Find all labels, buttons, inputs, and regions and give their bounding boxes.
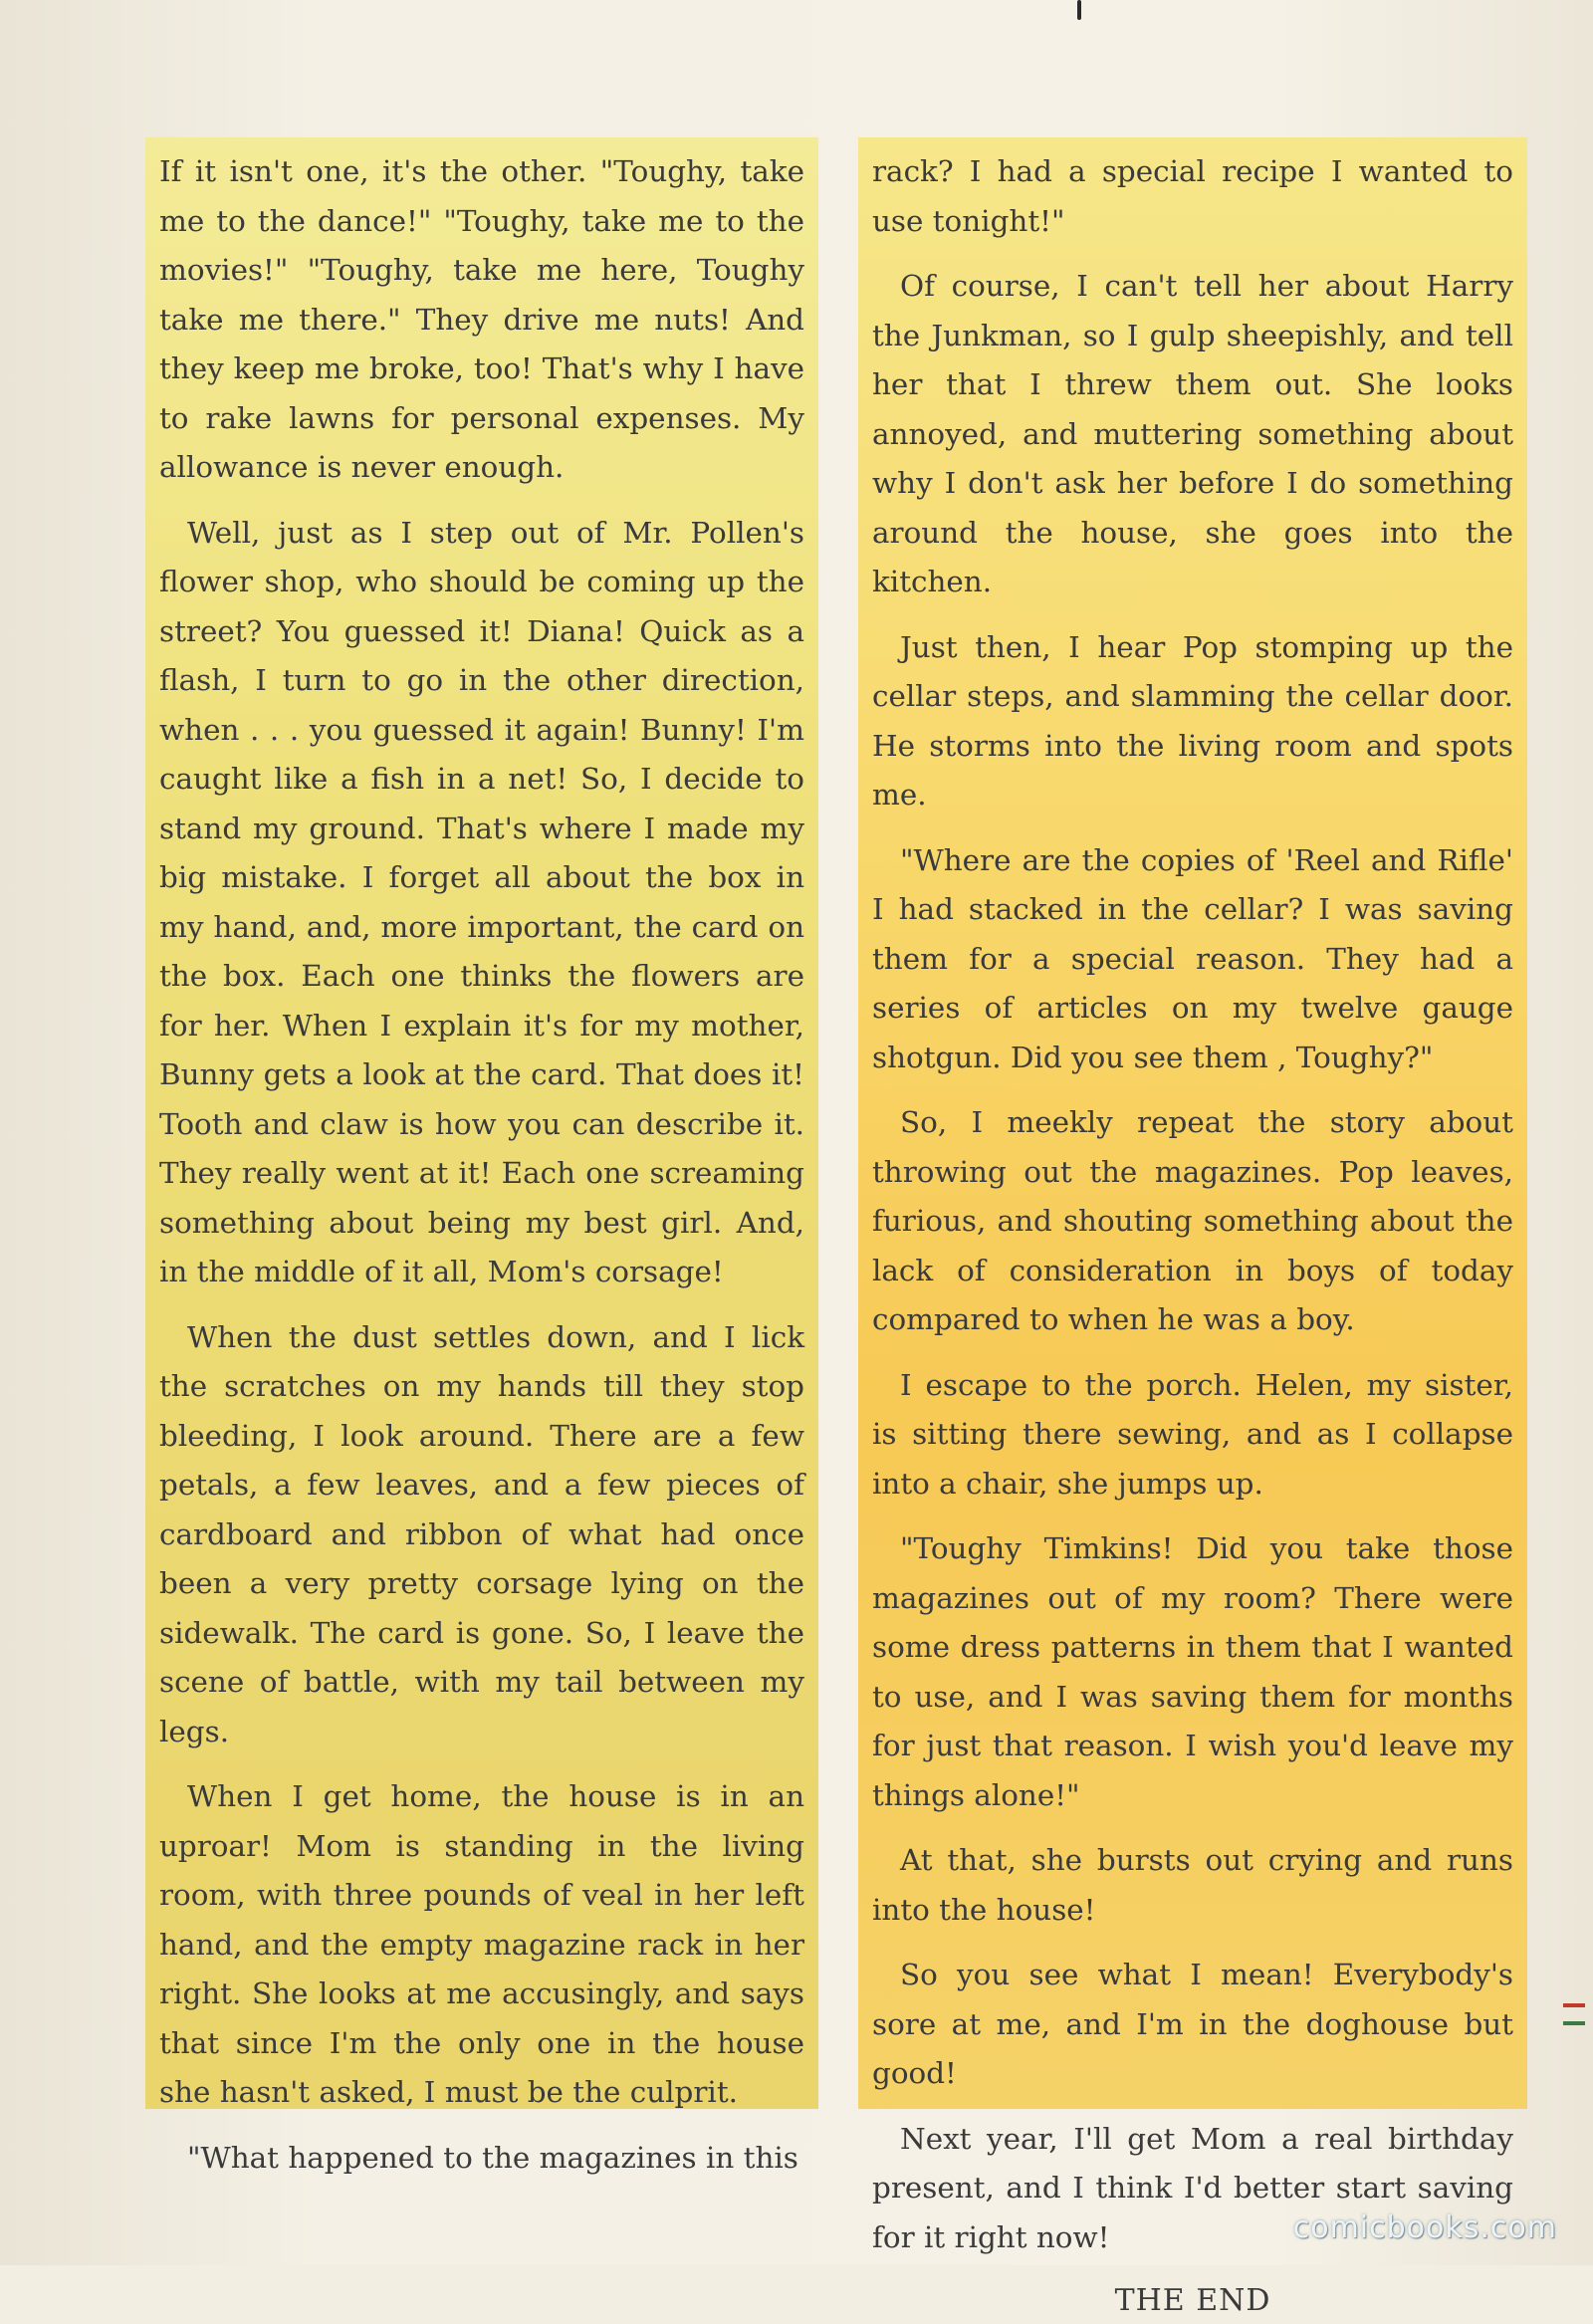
story-paragraph-continued: rack? I had a special recipe I wanted to use tonight!" — [872, 154, 1513, 238]
text-column-left — [145, 137, 818, 2175]
story-paragraph: "Where are the copies of 'Reel and Rifle' I had stacked in the cellar? I was saving them for a special reason. They had a series of articles on my twelve gauge shotgun. Did you see them , Toughy?" — [872, 842, 1513, 1074]
story-paragraph: So you see what I mean! Everybody's sore at me, and I'm in the doghouse but good! — [872, 1958, 1513, 2090]
story-paragraph: When the dust settles down, and I lick the scratches on my hands till they stop bleeding, I look around. There are a few petals, a few leaves, and a few pieces of cardboard and ribbon of what had once been a very pretty corsage lying on the sidewalk. The card is gone. So, I leave the scene of battle, with my tail between my legs. — [159, 1319, 804, 1748]
story-paragraph: So, I meekly repeat the story about throwing out the magazines. Pop leaves, furious, and shouting something about the lack of consideration in boys of today compared to when he was a boy. — [872, 1105, 1513, 1336]
watermark: comicbooks.com — [1292, 2210, 1557, 2245]
story-paragraph: Just then, I hear Pop stomping up the cellar steps, and slamming the cellar door. He storms into the living room and spots me. — [872, 629, 1513, 812]
story-paragraph: "What happened to the magazines in this — [187, 2140, 798, 2175]
story-paragraph: I escape to the porch. Helen, my sister, is sitting there sewing, and as I collapse into a chair, she jumps up. — [872, 1367, 1513, 1501]
edge-color-mark-red — [1563, 2003, 1585, 2007]
edge-color-mark-green — [1563, 2021, 1585, 2025]
story-paragraph: Of course, I can't tell her about Harry the Junkman, so I gulp sheepishly, and tell her that I threw them out. She looks annoyed, and muttering something about why I don't ask her before I do something around the house, she goes into the kitchen. — [872, 269, 1513, 598]
story-paragraph: At that, she bursts out crying and runs into the house! — [872, 1843, 1513, 1927]
story-paragraph: "Toughy Timkins! Did you take those magazines out of my room? There were some dress patterns in them that I wanted to use, and I was saving them for months for just that reason. I wish you'd leave my things alone!" — [872, 1531, 1513, 1812]
story-paragraph: Well, just as I step out of Mr. Pollen's flower shop, who should be coming up the street? You guessed it! Diana! Quick as a flash, I turn to go in the other direction, when . . . you guessed it again! Bunny! I'm caught like a fish in a net! So, I decide to stand my ground. That's where I made my big mistake. I forget all about the box in my hand, and, more important, the card on the box. Each one thinks the flowers are for her. When I explain it's for my mother, Bunny gets a look at the card. That does it! Tooth and claw is how you can describe it. They really went at it! Each one screaming something about being my best girl. And, in the middle of it all, Mom's corsage! — [159, 515, 804, 1288]
story-paragraph: Next year, I'll get Mom a real birthday present, and I think I'd better start saving for it right now! — [872, 2121, 1513, 2254]
spine-mark — [1077, 0, 1081, 20]
story-paragraph: When I get home, the house is in an uproar! Mom is standing in the living room, with three pounds of veal in her left hand, and the empty magazine rack in her right. She looks at me accusingly, and says that since I'm the only one in the house she hasn't asked, I must be the culprit. — [159, 1779, 804, 2109]
the-end-label: THE END — [1114, 2283, 1271, 2318]
story-paragraph: If it isn't one, it's the other. "Toughy, take me to the dance!" "Toughy, take me to the movies!" "Toughy, take me here, Toughy take me there." They drive me nuts! And they keep me broke, too! That's why I have to rake lawns for personal expenses. My allowance is never enough. — [159, 154, 804, 484]
